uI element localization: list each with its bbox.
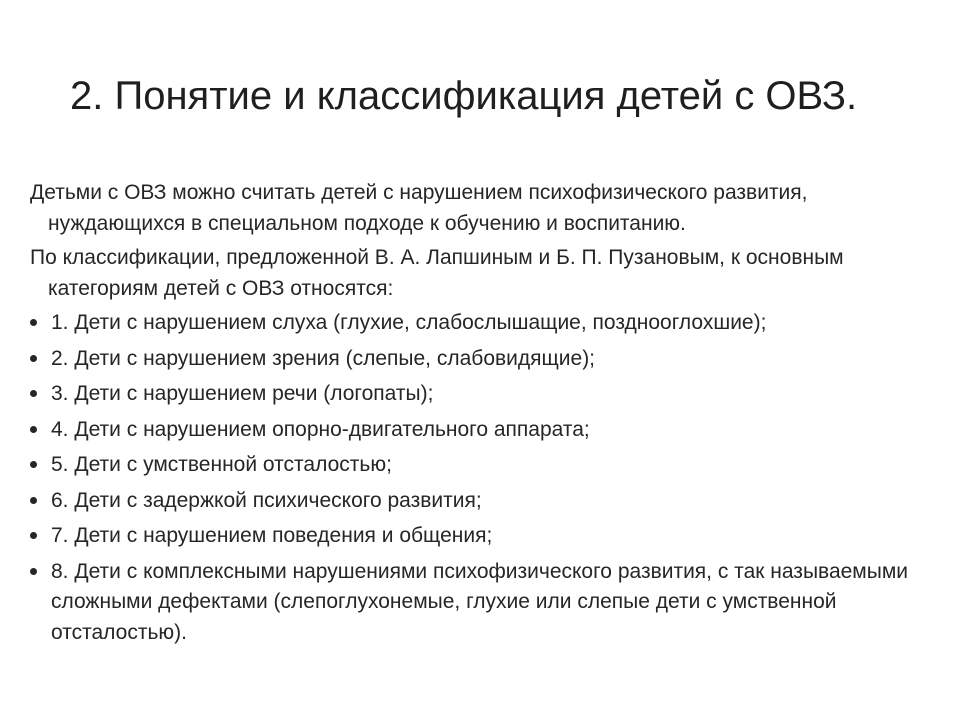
list-item-text: 1. Дети с нарушением слуха (глухие, слабослышащие, позднооглохшие); (51, 311, 767, 334)
bullet-icon (30, 532, 37, 539)
category-list (30, 308, 910, 648)
bullet-icon (30, 497, 37, 504)
list-item (30, 415, 910, 446)
list-item (30, 379, 910, 410)
bullet-icon (30, 461, 37, 468)
list-item (30, 521, 910, 552)
slide-title: 2. Понятие и классификация детей с ОВЗ. (70, 74, 858, 118)
bullet-icon (30, 319, 37, 326)
list-item-text: 2. Дети с нарушением зрения (слепые, слабовидящие); (51, 346, 596, 370)
definition-paragraph: Детьми с ОВЗ можно считать детей с нарушением психофизического развития, нуждающихся в специальном подходе к обучению и воспитанию. (30, 181, 808, 235)
list-item-text: 3. Дети с нарушением речи (логопаты); (51, 382, 434, 405)
classification-intro-paragraph: По классификации, предложенной В. А. Лапшиным и Б. П. Пузановым, к основным категориям детей с ОВЗ относятся: (30, 246, 844, 300)
list-item (30, 486, 910, 517)
list-item-text: 6. Дети с задержкой психического развития; (51, 488, 482, 512)
list-item (30, 450, 910, 481)
list-item-text: 8. Дети с комплексными нарушениями психофизического развития, с так называемыми сложными дефектами (слепоглухонемые, глухие или слепые дети с умственной отсталостью). (51, 559, 909, 644)
slide-content (30, 178, 910, 653)
list-item (30, 308, 910, 339)
list-item (30, 344, 910, 375)
bullet-icon (30, 355, 37, 362)
bullet-icon (30, 568, 37, 575)
list-item (30, 557, 910, 649)
list-item-text: 7. Дети с нарушением поведения и общения; (51, 524, 493, 547)
bullet-icon (30, 390, 37, 397)
list-item-text: 4. Дети с нарушением опорно-двигательного аппарата; (51, 417, 590, 441)
list-item-text: 5. Дети с умственной отсталостью; (51, 453, 392, 476)
bullet-icon (30, 426, 37, 433)
